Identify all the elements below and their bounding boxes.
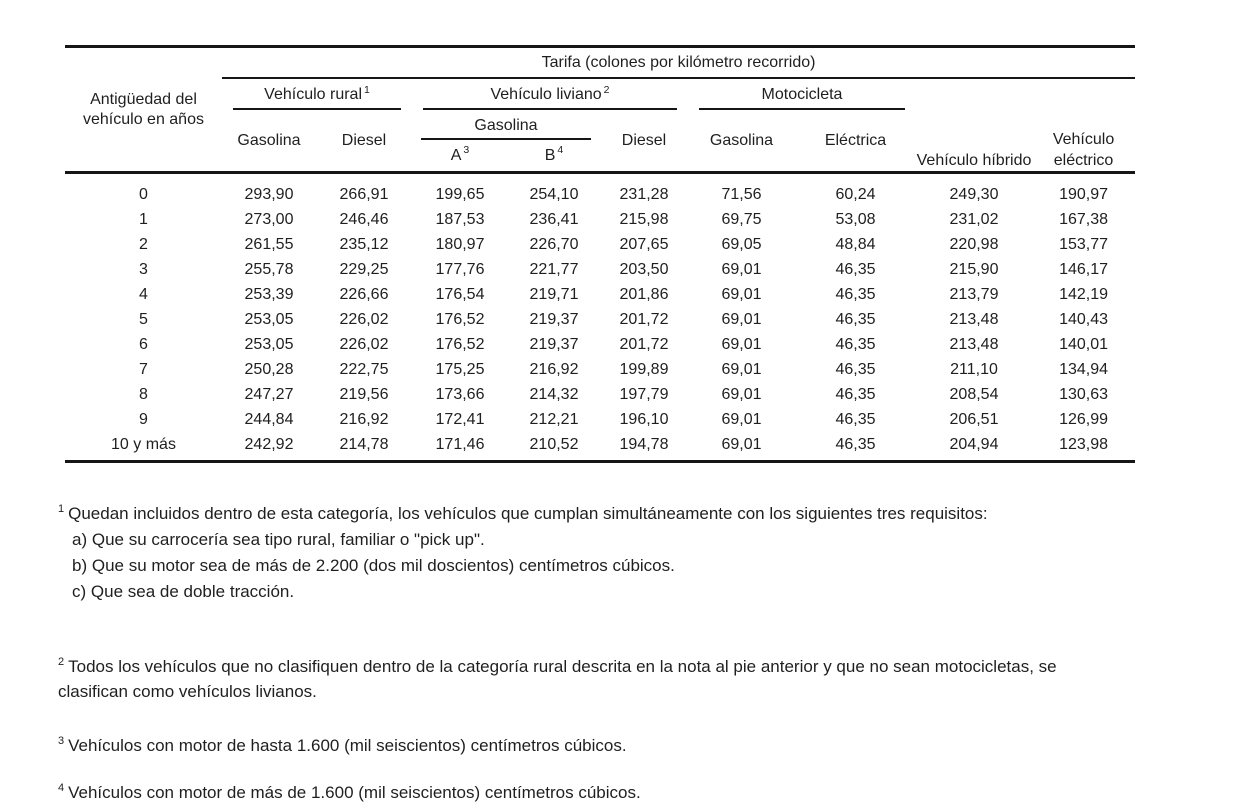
tariff-value-cell-rural-gasolina: 255,78 (244, 261, 294, 278)
tariff-value-cell-liviano-gasolina-a: 187,53 (435, 211, 485, 228)
footnote-1-item-a: a) Que su carrocería sea tipo rural, familiar o "pick up". (72, 530, 485, 549)
table-row (65, 174, 1135, 207)
tariff-value-cell-liviano-gasolina-a: 176,52 (435, 311, 485, 328)
tariff-value-cell-liviano-gasolina-a: 180,97 (435, 236, 485, 253)
vehicle-age-cell: 4 (139, 286, 148, 303)
subgroup-header-liviano-gasolina: Gasolina (412, 110, 600, 140)
table-row (65, 207, 1135, 232)
tariff-value-cell-rural-gasolina: 242,92 (222, 432, 316, 463)
tariff-value-cell-vehiculo-hibrido: 208,54 (949, 386, 999, 403)
footnote-ref-1: 1 (364, 83, 370, 96)
tariff-value-cell-vehiculo-electrico: 167,38 (1059, 211, 1108, 228)
tariff-value-cell-vehiculo-electrico: 146,17 (1059, 261, 1108, 278)
footnote-4-text: Vehículos con motor de más de 1.600 (mil seiscientos) centímetros cúbicos. (68, 783, 641, 802)
tariff-value-cell-liviano-gasolina-b: 219,37 (529, 336, 579, 353)
tariff-value-cell-rural-diesel: 219,56 (339, 386, 389, 403)
tariff-value-cell-rural-gasolina: 244,84 (244, 411, 294, 428)
tariff-value-cell-motocicleta-electrica: 46,35 (835, 386, 876, 403)
tariff-value-cell-rural-diesel: 226,02 (339, 311, 389, 328)
tariff-value-cell-rural-gasolina: 253,39 (244, 286, 294, 303)
tariff-value-cell-vehiculo-electrico: 126,99 (1059, 411, 1108, 428)
vehicle-age-cell: 10 y más (65, 432, 222, 463)
vehicle-age-cell: 3 (139, 261, 148, 278)
tariff-value-cell-vehiculo-electrico: 142,19 (1059, 286, 1108, 303)
tariff-value-cell-motocicleta-electrica: 48,84 (835, 236, 876, 253)
footnote-1-text: Quedan incluidos dentro de esta categoría, los vehículos que cumplan simultáneamente con los siguientes tres requisitos: (68, 504, 988, 523)
tariff-value-cell-motocicleta-electrica: 46,35 (835, 286, 876, 303)
tariff-value-cell-rural-gasolina: 247,27 (244, 386, 294, 403)
footnote-1 (58, 501, 1239, 526)
tariff-value-cell-rural-gasolina: 253,05 (244, 311, 294, 328)
tariff-value-cell-motocicleta-electrica: 53,08 (835, 211, 876, 228)
table-row (65, 257, 1135, 282)
tariff-value-cell-vehiculo-hibrido: 213,48 (949, 311, 999, 328)
tariff-value-cell-liviano-gasolina-b: 254,10 (529, 186, 579, 203)
group-label: Vehículo liviano (490, 86, 602, 103)
vehicle-age-cell: 6 (139, 336, 148, 353)
tariff-value-cell-motocicleta-gasolina: 69,01 (721, 286, 762, 303)
tariff-value-cell-liviano-gasolina-b: 216,92 (529, 361, 579, 378)
tariff-value-cell-motocicleta-electrica: 46,35 (835, 311, 876, 328)
tariff-value-cell-liviano-gasolina-b: 214,32 (529, 386, 579, 403)
tariff-value-cell-liviano-gasolina-a: 175,25 (435, 361, 485, 378)
tariff-value-cell-rural-diesel: 222,75 (339, 361, 389, 378)
footnote-1-ref: 1 (58, 503, 65, 516)
footnote-ref-3: 3 (463, 144, 470, 157)
tariff-value-cell-vehiculo-electrico: 190,97 (1059, 186, 1108, 203)
table-row (65, 307, 1135, 332)
footnote-ref-2: 2 (603, 83, 610, 96)
tariff-value-cell-rural-diesel: 214,78 (316, 432, 412, 463)
footnote-2 (58, 654, 1113, 704)
tariff-table-body (65, 174, 1135, 463)
tariff-value-cell-rural-gasolina: 253,05 (244, 336, 294, 353)
vehicle-age-cell: 0 (139, 186, 148, 203)
tariff-table-header (65, 48, 1135, 174)
column-header-moto-gasolina: Gasolina (688, 110, 795, 174)
table-row (65, 432, 1135, 463)
tariff-value-cell-vehiculo-hibrido: 206,51 (949, 411, 999, 428)
tariff-value-cell-liviano-gasolina-a: 176,52 (435, 336, 485, 353)
footnote-3 (58, 733, 1239, 758)
tariff-value-cell-rural-diesel: 226,02 (339, 336, 389, 353)
tariff-value-cell-liviano-gasolina-b: 226,70 (529, 236, 579, 253)
tariff-value-cell-liviano-gasolina-a: 176,54 (435, 286, 485, 303)
footnote-1-item-b: b) Que su motor sea de más de 2.200 (dos mil doscientos) centímetros cúbicos. (72, 556, 675, 575)
tariff-value-cell-motocicleta-gasolina: 69,05 (721, 236, 762, 253)
tariff-value-cell-liviano-gasolina-a: 172,41 (435, 411, 485, 428)
tariff-value-cell-liviano-gasolina-a: 173,66 (435, 386, 485, 403)
tariff-value-cell-liviano-gasolina-b: 219,37 (529, 311, 579, 328)
vehicle-age-cell: 5 (139, 311, 148, 328)
tariff-value-cell-rural-diesel: 235,12 (339, 236, 389, 253)
tariff-value-cell-vehiculo-electrico: 153,77 (1059, 236, 1108, 253)
group-label: Vehículo rural (264, 86, 362, 103)
tariff-value-cell-motocicleta-electrica: 46,35 (795, 432, 916, 463)
group-header-vehiculo-liviano (412, 79, 688, 110)
tariff-value-cell-rural-gasolina: 261,55 (244, 236, 294, 253)
group-label: Motocicleta (761, 86, 843, 103)
table-row (65, 232, 1135, 257)
tariff-value-cell-liviano-diesel: 201,86 (619, 286, 669, 303)
tariff-value-cell-motocicleta-gasolina: 69,01 (721, 411, 762, 428)
tariff-value-cell-liviano-gasolina-a: 177,76 (435, 261, 485, 278)
tariff-value-cell-motocicleta-electrica: 46,35 (835, 261, 876, 278)
tariff-value-cell-motocicleta-electrica: 60,24 (835, 186, 876, 203)
table-row (65, 407, 1135, 432)
tariff-value-cell-liviano-diesel: 199,89 (619, 361, 669, 378)
tariff-value-cell-rural-diesel: 216,92 (339, 411, 389, 428)
column-header-rural-gasolina: Gasolina (222, 110, 316, 174)
tariff-value-cell-vehiculo-electrico: 140,01 (1059, 336, 1108, 353)
tariff-value-cell-vehiculo-electrico: 134,94 (1059, 361, 1108, 378)
tariff-value-cell-vehiculo-hibrido: 204,94 (916, 432, 1032, 463)
tariff-value-cell-rural-diesel: 266,91 (339, 186, 389, 203)
tariff-value-cell-rural-gasolina: 273,00 (244, 211, 294, 228)
tariff-value-cell-liviano-diesel: 201,72 (619, 336, 669, 353)
tariff-value-cell-motocicleta-gasolina: 69,01 (688, 432, 795, 463)
tariff-value-cell-vehiculo-hibrido: 231,02 (949, 211, 999, 228)
footnote-4 (58, 780, 1239, 805)
tariff-value-cell-liviano-gasolina-b: 210,52 (508, 432, 600, 463)
tariff-value-cell-motocicleta-gasolina: 71,56 (721, 186, 762, 203)
vehicle-age-cell: 1 (139, 211, 148, 228)
tariff-value-cell-vehiculo-electrico: 130,63 (1059, 386, 1108, 403)
footnote-2-text: Todos los vehículos que no clasifiquen dentro de la categoría rural descrita en la nota al pie anterior y que no sean motocicletas, se clasifican como vehículos livianos. (58, 657, 1057, 701)
tariff-value-cell-motocicleta-gasolina: 69,01 (721, 386, 762, 403)
tariff-value-cell-vehiculo-electrico: 140,43 (1059, 311, 1108, 328)
vehicle-age-cell: 7 (139, 361, 148, 378)
vehicle-age-cell: 8 (139, 386, 148, 403)
column-header-vehiculo-hibrido: Vehículo híbrido (916, 79, 1032, 174)
tariff-value-cell-motocicleta-electrica: 46,35 (835, 336, 876, 353)
tariff-value-cell-vehiculo-hibrido: 211,10 (950, 361, 998, 378)
column-header-liviano-diesel: Diesel (600, 110, 688, 174)
vehicle-age-cell: 9 (139, 411, 148, 428)
footnote-1-item-c: c) Que sea de doble tracción. (72, 582, 295, 601)
tariff-value-cell-liviano-gasolina-b: 219,71 (529, 286, 579, 303)
tariff-title-header: Tarifa (colones por kilómetro recorrido) (222, 48, 1135, 79)
tariff-value-cell-rural-gasolina: 250,28 (244, 361, 294, 378)
column-header-moto-electrica: Eléctrica (795, 110, 916, 174)
tariff-value-cell-liviano-gasolina-a: 199,65 (435, 186, 485, 203)
tariff-value-cell-motocicleta-electrica: 46,35 (835, 411, 876, 428)
footnote-ref-4: 4 (557, 144, 564, 157)
tariff-value-cell-motocicleta-gasolina: 69,01 (721, 336, 762, 353)
tariff-value-cell-liviano-gasolina-b: 221,77 (529, 261, 579, 278)
column-header-gasolina-a: A $^3$ (412, 140, 508, 174)
vehicle-age-cell: 2 (139, 236, 148, 253)
table-row (65, 332, 1135, 357)
tariff-value-cell-motocicleta-gasolina: 69,75 (721, 211, 762, 228)
footnote-4-ref: 4 (58, 782, 65, 795)
tariff-value-cell-vehiculo-hibrido: 249,30 (949, 186, 999, 203)
tariff-value-cell-rural-diesel: 246,46 (339, 211, 389, 228)
footnote-2-ref: 2 (58, 656, 65, 669)
age-column-header: Antigüedad del vehículo en años (65, 48, 222, 174)
tariff-value-cell-vehiculo-hibrido: 213,48 (949, 336, 999, 353)
tariff-value-cell-liviano-diesel: 215,98 (619, 211, 669, 228)
column-header-rural-diesel: Diesel (316, 110, 412, 174)
tariff-value-cell-motocicleta-gasolina: 69,01 (721, 261, 762, 278)
tariff-value-cell-vehiculo-hibrido: 215,90 (949, 261, 999, 278)
footnotes-section (58, 501, 1239, 805)
tariff-value-cell-vehiculo-electrico: 123,98 (1032, 432, 1135, 463)
footnote-3-text: Vehículos con motor de hasta 1.600 (mil seiscientos) centímetros cúbicos. (68, 736, 627, 755)
tariff-value-cell-liviano-diesel: 201,72 (619, 311, 669, 328)
tariff-value-cell-liviano-diesel: 196,10 (619, 411, 669, 428)
tariff-value-cell-liviano-diesel: 194,78 (600, 432, 688, 463)
tariff-table (65, 45, 1135, 463)
tariff-value-cell-liviano-diesel: 207,65 (619, 236, 669, 253)
tariff-value-cell-vehiculo-hibrido: 213,79 (949, 286, 999, 303)
footnote-3-ref: 3 (58, 735, 65, 748)
tariff-value-cell-liviano-gasolina-b: 236,41 (529, 211, 579, 228)
tariff-value-cell-liviano-diesel: 231,28 (619, 186, 669, 203)
tariff-value-cell-liviano-gasolina-a: 171,46 (412, 432, 508, 463)
column-header-gasolina-b: B $^4$ (508, 140, 600, 174)
tariff-value-cell-liviano-gasolina-b: 212,21 (529, 411, 579, 428)
table-row (65, 382, 1135, 407)
tariff-value-cell-rural-gasolina: 293,90 (244, 186, 294, 203)
group-header-vehiculo-rural (222, 79, 412, 110)
group-header-motocicleta (688, 79, 916, 110)
tariff-value-cell-rural-diesel: 229,25 (339, 261, 389, 278)
tariff-value-cell-motocicleta-gasolina: 69,01 (721, 361, 762, 378)
tariff-value-cell-rural-diesel: 226,66 (339, 286, 389, 303)
tariff-value-cell-motocicleta-gasolina: 69,01 (721, 311, 762, 328)
tariff-value-cell-vehiculo-hibrido: 220,98 (949, 236, 999, 253)
tariff-value-cell-motocicleta-electrica: 46,35 (835, 361, 876, 378)
table-row (65, 282, 1135, 307)
tariff-value-cell-liviano-diesel: 203,50 (619, 261, 669, 278)
table-row (65, 357, 1135, 382)
tariff-value-cell-liviano-diesel: 197,79 (619, 386, 669, 403)
column-header-vehiculo-electrico: Vehículo eléctrico (1032, 79, 1135, 174)
